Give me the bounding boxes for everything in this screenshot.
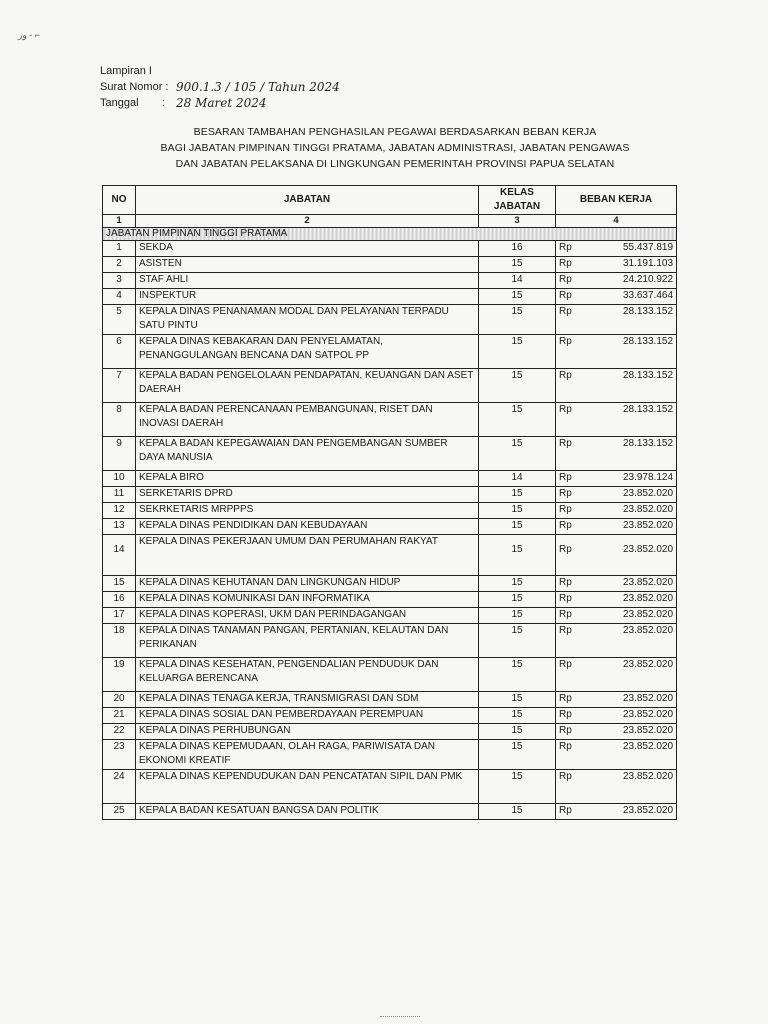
table-row: [103, 576, 677, 592]
row-rp: Rp: [556, 403, 596, 437]
row-no: 1: [103, 241, 136, 257]
table-row: [103, 335, 677, 369]
surat-nomor-value: 900.1.3 / 105 / Tahun 2024: [176, 80, 340, 94]
row-jabatan: KEPALA DINAS TENAGA KERJA, TRANSMIGRASI DAN SDM: [136, 692, 479, 708]
row-no: 10: [103, 471, 136, 487]
header-kelas-line-2: JABATAN: [493, 201, 541, 212]
table-row: [103, 519, 677, 535]
row-kelas: 15: [479, 724, 556, 740]
row-no: 12: [103, 503, 136, 519]
header-no: NO: [103, 186, 136, 215]
header-kelas: [479, 186, 556, 215]
column-number: 2: [136, 215, 479, 228]
tanggal-value: 28 Maret 2024: [176, 96, 267, 110]
row-beban: 23.852.020: [596, 592, 677, 608]
row-no: 5: [103, 305, 136, 335]
row-jabatan: SEKDA: [136, 241, 479, 257]
row-no: 22: [103, 724, 136, 740]
row-jabatan: KEPALA DINAS KEBAKARAN DAN PENYELAMATAN, PENANGGULANGAN BENCANA DAN SATPOL PP: [136, 335, 479, 369]
table-row: [103, 403, 677, 437]
row-jabatan: KEPALA DINAS KESEHATAN, PENGENDALIAN PENDUDUK DAN KELUARGA BERENCANA: [136, 658, 479, 692]
row-no: 25: [103, 804, 136, 820]
row-rp: Rp: [556, 576, 596, 592]
row-rp: Rp: [556, 289, 596, 305]
table-row: [103, 658, 677, 692]
table-row: [103, 535, 677, 576]
row-beban: 55.437.819: [596, 241, 677, 257]
row-beban: 31.191.103: [596, 257, 677, 273]
row-rp: Rp: [556, 740, 596, 770]
row-kelas: 15: [479, 289, 556, 305]
table-row: [103, 289, 677, 305]
row-kelas: 15: [479, 519, 556, 535]
row-rp: Rp: [556, 487, 596, 503]
row-no: 4: [103, 289, 136, 305]
row-jabatan: KEPALA DINAS KEHUTANAN DAN LINGKUNGAN HIDUP: [136, 576, 479, 592]
row-kelas: 15: [479, 608, 556, 624]
row-no: 19: [103, 658, 136, 692]
row-no: 15: [103, 576, 136, 592]
row-no: 2: [103, 257, 136, 273]
surat-nomor-row: [100, 79, 340, 95]
row-jabatan: KEPALA DINAS PENDIDIKAN DAN KEBUDAYAAN: [136, 519, 479, 535]
row-no: 3: [103, 273, 136, 289]
row-rp: Rp: [556, 804, 596, 820]
row-no: 7: [103, 369, 136, 403]
row-beban: 23.852.020: [596, 576, 677, 592]
row-jabatan: STAF AHLI: [136, 273, 479, 289]
row-kelas: 14: [479, 471, 556, 487]
row-jabatan: KEPALA DINAS PENANAMAN MODAL DAN PELAYANAN TERPADU SATU PINTU: [136, 305, 479, 335]
row-beban: 28.133.152: [596, 437, 677, 471]
row-kelas: 15: [479, 335, 556, 369]
table-header-row: [103, 186, 677, 215]
table-row: [103, 257, 677, 273]
table-row: [103, 241, 677, 257]
row-beban: 23.852.020: [596, 503, 677, 519]
row-kelas: 15: [479, 592, 556, 608]
row-rp: Rp: [556, 305, 596, 335]
title-line-1: BESARAN TAMBAHAN PENGHASILAN PEGAWAI BERDASARKAN BEBAN KERJA: [193, 126, 597, 138]
surat-nomor-label: Surat Nomor :: [100, 81, 169, 93]
row-rp: Rp: [556, 273, 596, 289]
row-beban: 23.852.020: [596, 487, 677, 503]
row-rp: Rp: [556, 770, 596, 804]
header-kelas-line-1: KELAS: [500, 187, 534, 198]
row-no: 16: [103, 592, 136, 608]
row-kelas: 15: [479, 305, 556, 335]
row-no: 20: [103, 692, 136, 708]
row-jabatan: KEPALA BIRO: [136, 471, 479, 487]
row-rp: Rp: [556, 692, 596, 708]
row-beban: 28.133.152: [596, 335, 677, 369]
row-jabatan: KEPALA BADAN PERENCANAAN PEMBANGUNAN, RISET DAN INOVASI DAERAH: [136, 403, 479, 437]
row-jabatan: KEPALA BADAN KESATUAN BANGSA DAN POLITIK: [136, 804, 479, 820]
row-no: 6: [103, 335, 136, 369]
row-jabatan: KEPALA DINAS KOMUNIKASI DAN INFORMATIKA: [136, 592, 479, 608]
row-rp: Rp: [556, 335, 596, 369]
header-jabatan: JABATAN: [136, 186, 479, 215]
beban-kerja-table: [102, 185, 677, 820]
table-row: [103, 305, 677, 335]
table-row: [103, 592, 677, 608]
row-kelas: 15: [479, 403, 556, 437]
row-beban: 28.133.152: [596, 305, 677, 335]
row-rp: Rp: [556, 592, 596, 608]
row-jabatan: KEPALA DINAS KOPERASI, UKM DAN PERINDAGANGAN: [136, 608, 479, 624]
row-beban: 23.852.020: [596, 519, 677, 535]
row-jabatan: KEPALA DINAS PERHUBUNGAN: [136, 724, 479, 740]
row-beban: 28.133.152: [596, 403, 677, 437]
row-beban: 33.637.464: [596, 289, 677, 305]
row-beban: 23.852.020: [596, 804, 677, 820]
row-no: 8: [103, 403, 136, 437]
table-body: [103, 228, 677, 820]
row-rp: Rp: [556, 437, 596, 471]
row-no: 11: [103, 487, 136, 503]
table-row: [103, 437, 677, 471]
tanggal-row: [100, 95, 340, 111]
row-kelas: 15: [479, 708, 556, 724]
row-beban: 23.852.020: [596, 624, 677, 658]
row-beban: 23.852.020: [596, 535, 677, 576]
table-row: [103, 708, 677, 724]
table-row: [103, 724, 677, 740]
row-kelas: 15: [479, 740, 556, 770]
table-row: [103, 273, 677, 289]
row-kelas: 15: [479, 624, 556, 658]
row-kelas: 15: [479, 257, 556, 273]
corner-mark: ور - ⌐: [18, 30, 40, 40]
row-rp: Rp: [556, 624, 596, 658]
row-beban: 23.852.020: [596, 724, 677, 740]
section-row: [103, 228, 677, 241]
row-kelas: 15: [479, 576, 556, 592]
row-beban: 23.852.020: [596, 770, 677, 804]
column-number: 4: [556, 215, 677, 228]
column-number-row: [103, 215, 677, 228]
row-kelas: 15: [479, 535, 556, 576]
row-no: 21: [103, 708, 136, 724]
row-no: 9: [103, 437, 136, 471]
title-line-2: BAGI JABATAN PIMPINAN TINGGI PRATAMA, JABATAN ADMINISTRASI, JABATAN PENGAWAS: [160, 142, 630, 154]
section-label: JABATAN PIMPINAN TINGGI PRATAMA: [103, 228, 677, 241]
lampiran-row: [100, 63, 340, 79]
row-kelas: 15: [479, 437, 556, 471]
table-row: [103, 692, 677, 708]
row-rp: Rp: [556, 724, 596, 740]
row-jabatan: KEPALA DINAS KEPENDUDUKAN DAN PENCATATAN SIPIL DAN PMK: [136, 770, 479, 804]
row-jabatan: ASISTEN: [136, 257, 479, 273]
row-kelas: 15: [479, 770, 556, 804]
table-row: [103, 624, 677, 658]
column-number: 1: [103, 215, 136, 228]
row-rp: Rp: [556, 471, 596, 487]
row-no: 17: [103, 608, 136, 624]
table-row: [103, 487, 677, 503]
table-row: [103, 608, 677, 624]
row-rp: Rp: [556, 658, 596, 692]
header-beban: BEBAN KERJA: [556, 186, 677, 215]
row-rp: Rp: [556, 608, 596, 624]
row-beban: 23.852.020: [596, 708, 677, 724]
row-kelas: 14: [479, 273, 556, 289]
row-rp: Rp: [556, 708, 596, 724]
row-jabatan: INSPEKTUR: [136, 289, 479, 305]
row-no: 24: [103, 770, 136, 804]
row-beban: 28.133.152: [596, 369, 677, 403]
row-beban: 23.852.020: [596, 658, 677, 692]
title-line-3: DAN JABATAN PELAKSANA DI LINGKUNGAN PEMERINTAH PROVINSI PAPUA SELATAN: [175, 158, 615, 170]
row-jabatan: KEPALA DINAS TANAMAN PANGAN, PERTANIAN, KELAUTAN DAN PERIKANAN: [136, 624, 479, 658]
document-title: [100, 124, 690, 172]
bottom-scan-mark: [380, 1016, 420, 1020]
row-beban: 23.852.020: [596, 740, 677, 770]
row-kelas: 15: [479, 503, 556, 519]
row-jabatan: KEPALA DINAS SOSIAL DAN PEMBERDAYAAN PEREMPUAN: [136, 708, 479, 724]
table-row: [103, 471, 677, 487]
row-no: 18: [103, 624, 136, 658]
row-kelas: 16: [479, 241, 556, 257]
row-no: 13: [103, 519, 136, 535]
row-jabatan: KEPALA BADAN KEPEGAWAIAN DAN PENGEMBANGAN SUMBER DAYA MANUSIA: [136, 437, 479, 471]
row-beban: 23.852.020: [596, 692, 677, 708]
row-jabatan: KEPALA DINAS KEPEMUDAAN, OLAH RAGA, PARIWISATA DAN EKONOMI KREATIF: [136, 740, 479, 770]
table-row: [103, 804, 677, 820]
row-rp: Rp: [556, 369, 596, 403]
row-jabatan: KEPALA BADAN PENGELOLAAN PENDAPATAN, KEUANGAN DAN ASET DAERAH: [136, 369, 479, 403]
row-kelas: 15: [479, 804, 556, 820]
row-beban: 24.210.922: [596, 273, 677, 289]
row-jabatan: SEKRKETARIS MRPPPS: [136, 503, 479, 519]
tanggal-colon: :: [162, 97, 166, 109]
row-jabatan: KEPALA DINAS PEKERJAAN UMUM DAN PERUMAHAN RAKYAT: [136, 535, 479, 576]
row-beban: 23.978.124: [596, 471, 677, 487]
row-rp: Rp: [556, 257, 596, 273]
row-kelas: 15: [479, 692, 556, 708]
letter-meta: [100, 63, 340, 111]
table-row: [103, 503, 677, 519]
row-rp: Rp: [556, 241, 596, 257]
row-kelas: 15: [479, 369, 556, 403]
table-row: [103, 770, 677, 804]
row-no: 23: [103, 740, 136, 770]
tanggal-label: Tanggal: [100, 97, 139, 109]
row-jabatan: SERKETARIS DPRD: [136, 487, 479, 503]
column-number: 3: [479, 215, 556, 228]
row-kelas: 15: [479, 487, 556, 503]
row-no: 14: [103, 535, 136, 576]
row-rp: Rp: [556, 535, 596, 576]
table-row: [103, 369, 677, 403]
row-beban: 23.852.020: [596, 608, 677, 624]
row-rp: Rp: [556, 519, 596, 535]
row-rp: Rp: [556, 503, 596, 519]
row-kelas: 15: [479, 658, 556, 692]
lampiran-label: Lampiran I: [100, 65, 152, 77]
table-row: [103, 740, 677, 770]
